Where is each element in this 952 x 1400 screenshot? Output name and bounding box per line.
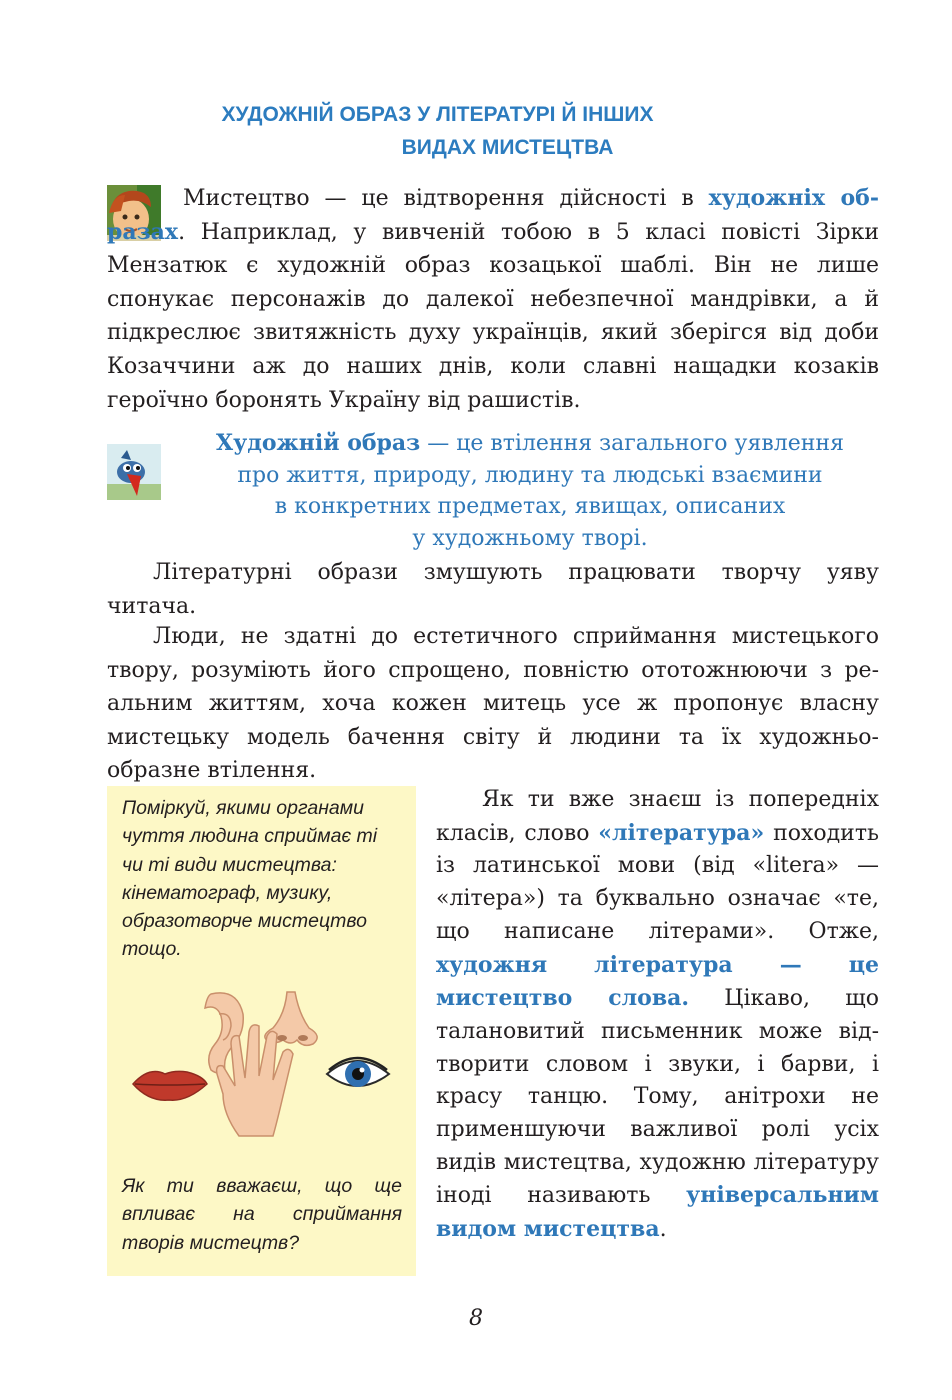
think-question-1: Поміркуй, якими органами чуття людина сприймає ті чи ті види мистецтва: кінематограф, музику, образотворче мистецтво тощо. <box>122 797 378 961</box>
section-heading <box>110 98 830 164</box>
term-universal-art: універсальним видом мистецтва <box>436 1182 879 1243</box>
term-artistic-images: художніх образах <box>107 185 879 245</box>
right-text-4: . <box>659 1217 667 1243</box>
paragraph-literature-origin <box>436 784 879 1247</box>
definition-line-3: в конкретних предметах, явищах, описаних <box>274 494 786 519</box>
definition-text-1: — це втілення загального уявлення <box>420 431 844 456</box>
paragraph-perception: Люди, не здатні до естетичного сприймання мистецького твору, розуміють його спрощено, повністю ототожнюючи з реальним життям, хоча кожен митець усе ж пропонує власну мистецьку модель бачення світу й людини та їх художньо-образне втілення. <box>107 624 879 784</box>
definition-line-2: про життя, природу, людину та людські взаємини <box>237 462 823 488</box>
intro-text-1: Мистецтво — це відтворення дійсності в <box>183 186 709 211</box>
right-text-2: походить із латинської мови (від «litera» — «літера») та буквально означає «те, що написане літерами». Отже, <box>436 820 879 944</box>
senses-illustration <box>127 986 397 1146</box>
intro-paragraph <box>107 182 879 417</box>
heading-line-1: ХУДОЖНІЙ ОБРАЗ У ЛІТЕРАТУРІ Й ІНШИХ <box>221 103 654 126</box>
eye-icon <box>327 1058 389 1087</box>
heading-line-2: ВИДАХ МИСТЕЦТВА <box>401 136 614 159</box>
bird-character-icon <box>107 444 161 500</box>
term-art-of-word: художня література — це мистецтво слова. <box>436 951 879 1012</box>
term-literature: «література» <box>598 819 765 846</box>
definition-line-4: у художньому творі. <box>412 525 648 551</box>
right-text-1: Як ти вже знаєш із попередніх класів, слово <box>436 787 879 846</box>
definition-line-1 <box>175 428 885 460</box>
definition-block <box>175 428 885 554</box>
think-question-2: Як ти вважаєш, що ще впливає на сприймання творів мистецтв? <box>122 1175 402 1254</box>
intro-text-2: . Наприклад, у вивченій тобою в 5 класі повісті Зірки Мензатюк є художній образ козацької шаблі. Він не лише спонукає персонажів до далекої небезпечної мандрівки, а й підкреслює звитяжність духу українців, який зберігся від доби Козаччини аж до наших днів, коли славні нащадки козаків героїчно боронять Україну від рашистів. <box>107 219 879 413</box>
think-box <box>107 786 416 1276</box>
page-number: 8 <box>469 1306 483 1331</box>
lips-icon <box>133 1071 207 1100</box>
paragraph-literary-images: Літературні образи змушують працювати творчу уяву читача. <box>107 560 879 619</box>
right-text-3: Цікаво, що талановитий письменник може відтворити словом і звуки, і барви, і красу танцю. Тому, анітрохи не применшуючи важливої ролі усіх видів мистецтва, художню літературу іноді називають <box>436 986 879 1209</box>
definition-term: Художній образ <box>216 430 421 456</box>
